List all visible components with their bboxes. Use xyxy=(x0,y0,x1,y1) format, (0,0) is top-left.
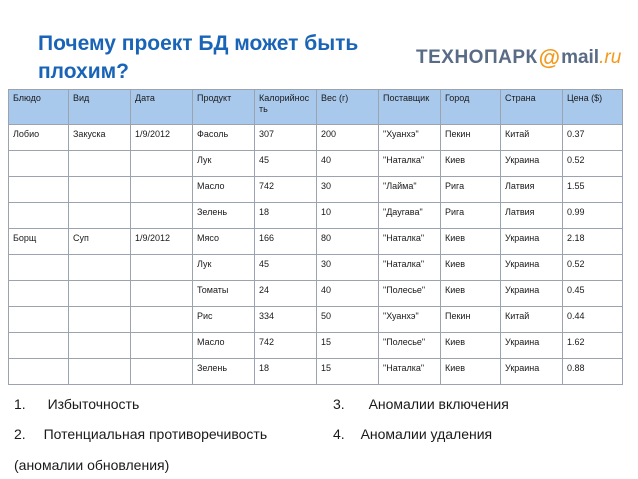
table-cell: Борщ xyxy=(9,229,69,255)
table-cell xyxy=(131,151,193,177)
problem-text: Аномалии удаления xyxy=(360,426,493,442)
table-cell: 15 xyxy=(317,333,379,359)
column-header: Вес (г) xyxy=(317,90,379,125)
problem-number: 3. xyxy=(333,396,345,412)
table-cell: 0.37 xyxy=(563,125,623,151)
table-cell xyxy=(69,177,131,203)
table-row xyxy=(9,125,623,151)
table-row xyxy=(9,359,623,385)
table-cell: Пекин xyxy=(441,125,501,151)
table-cell: 166 xyxy=(255,229,317,255)
table-cell: 1/9/2012 xyxy=(131,125,193,151)
table-cell: Лук xyxy=(193,255,255,281)
table-cell: 0.44 xyxy=(563,307,623,333)
table-cell: Рига xyxy=(441,203,501,229)
table-cell: 742 xyxy=(255,177,317,203)
problem-text: (аномалии обновления) xyxy=(14,457,170,473)
column-header: Калорийнос ть xyxy=(255,90,317,125)
table-cell: Украина xyxy=(501,281,563,307)
slide-title-line1: Почему проект БД может быть xyxy=(38,32,359,55)
table-cell: "Хуанхэ" xyxy=(379,307,441,333)
table-cell xyxy=(131,307,193,333)
table-cell: Киев xyxy=(441,151,501,177)
table-cell: 30 xyxy=(317,255,379,281)
table-cell: Томаты xyxy=(193,281,255,307)
table-row xyxy=(9,229,623,255)
table-cell: "Лайма" xyxy=(379,177,441,203)
table-cell: 307 xyxy=(255,125,317,151)
problem-item-2-continuation xyxy=(14,457,169,473)
column-header: Дата xyxy=(131,90,193,125)
problem-item-3 xyxy=(333,396,509,412)
table-cell xyxy=(131,203,193,229)
table-cell xyxy=(131,333,193,359)
table-cell xyxy=(9,177,69,203)
problem-number: 1. xyxy=(14,396,26,412)
logo-ru-text: .ru xyxy=(599,47,622,68)
table-cell: Пекин xyxy=(441,307,501,333)
logo-at-sign: @ xyxy=(538,45,561,70)
table-cell: 1/9/2012 xyxy=(131,229,193,255)
slide-title-line2: плохим? xyxy=(38,60,130,83)
problem-item-2 xyxy=(14,426,267,442)
table-row xyxy=(9,151,623,177)
table-cell: 80 xyxy=(317,229,379,255)
table-cell: Рис xyxy=(193,307,255,333)
problem-number: 2. xyxy=(14,426,26,442)
table-cell: 2.18 xyxy=(563,229,623,255)
table-cell: 45 xyxy=(255,151,317,177)
table-cell: Зелень xyxy=(193,203,255,229)
table-cell: Киев xyxy=(441,229,501,255)
table-cell: "Наталка" xyxy=(379,229,441,255)
table-cell: 0.52 xyxy=(563,151,623,177)
table-cell xyxy=(69,255,131,281)
table-cell: Зелень xyxy=(193,359,255,385)
table-cell: 24 xyxy=(255,281,317,307)
table-cell: Суп xyxy=(69,229,131,255)
table-cell xyxy=(9,151,69,177)
table-cell: 742 xyxy=(255,333,317,359)
table-cell: 0.88 xyxy=(563,359,623,385)
problem-text: Потенциальная противоречивость xyxy=(43,426,268,442)
table-header-row xyxy=(9,90,623,125)
logo-mail-text: mail xyxy=(561,47,600,68)
table-cell: Украина xyxy=(501,151,563,177)
table-cell: 1.62 xyxy=(563,333,623,359)
table-row xyxy=(9,255,623,281)
table-row xyxy=(9,177,623,203)
table-cell: Латвия xyxy=(501,203,563,229)
table-row xyxy=(9,307,623,333)
table-cell: 1.55 xyxy=(563,177,623,203)
technopark-mail-logo xyxy=(416,44,621,72)
table-cell: 18 xyxy=(255,359,317,385)
table-body xyxy=(9,125,623,385)
table-cell xyxy=(131,255,193,281)
table-cell: "Полесье" xyxy=(379,333,441,359)
table-cell: Закуска xyxy=(69,125,131,151)
column-header: Поставщик xyxy=(379,90,441,125)
table-cell xyxy=(69,359,131,385)
table-cell: 40 xyxy=(317,281,379,307)
table-cell: 10 xyxy=(317,203,379,229)
column-header: Цена ($) xyxy=(563,90,623,125)
table-cell: Масло xyxy=(193,177,255,203)
table-cell xyxy=(69,281,131,307)
table-cell: "Полесье" xyxy=(379,281,441,307)
table-cell: 45 xyxy=(255,255,317,281)
table-cell: "Хуанхэ" xyxy=(379,125,441,151)
problem-item-1 xyxy=(14,396,139,412)
table-cell: Лобио xyxy=(9,125,69,151)
table-row xyxy=(9,203,623,229)
table-cell xyxy=(69,333,131,359)
table-cell: Мясо xyxy=(193,229,255,255)
table-cell: 0.99 xyxy=(563,203,623,229)
table-cell: Киев xyxy=(441,359,501,385)
table-cell: Киев xyxy=(441,333,501,359)
table-cell xyxy=(69,151,131,177)
logo-technopark-text: ТЕХНОПАРК xyxy=(416,47,538,68)
table-cell: Киев xyxy=(441,255,501,281)
table-cell: "Наталка" xyxy=(379,151,441,177)
table-cell: Латвия xyxy=(501,177,563,203)
table-cell xyxy=(9,307,69,333)
table-cell: Фасоль xyxy=(193,125,255,151)
table-cell: Украина xyxy=(501,255,563,281)
problem-item-4 xyxy=(333,426,492,442)
table-cell: 0.52 xyxy=(563,255,623,281)
dishes-table xyxy=(8,89,623,385)
column-header: Город xyxy=(441,90,501,125)
slide-title xyxy=(38,30,438,86)
table-row xyxy=(9,333,623,359)
table-cell: 0.45 xyxy=(563,281,623,307)
column-header: Блюдо xyxy=(9,90,69,125)
column-header: Вид xyxy=(69,90,131,125)
table-cell: "Наталка" xyxy=(379,359,441,385)
table-cell: 15 xyxy=(317,359,379,385)
table-cell: 18 xyxy=(255,203,317,229)
column-header: Продукт xyxy=(193,90,255,125)
table-cell xyxy=(9,333,69,359)
table-row xyxy=(9,281,623,307)
table-cell: Киев xyxy=(441,281,501,307)
table-cell xyxy=(9,203,69,229)
table-cell xyxy=(69,307,131,333)
table-cell xyxy=(9,281,69,307)
table-cell xyxy=(131,281,193,307)
problem-text: Избыточность xyxy=(47,396,140,412)
table-cell: 30 xyxy=(317,177,379,203)
table-cell: Украина xyxy=(501,333,563,359)
table-cell: Китай xyxy=(501,307,563,333)
table-cell: 40 xyxy=(317,151,379,177)
table-cell: Украина xyxy=(501,229,563,255)
table-cell: Украина xyxy=(501,359,563,385)
table-cell: "Даугава" xyxy=(379,203,441,229)
table-cell: 50 xyxy=(317,307,379,333)
table-cell: 200 xyxy=(317,125,379,151)
table-cell xyxy=(131,177,193,203)
problem-number: 4. xyxy=(333,426,345,442)
table-cell: Китай xyxy=(501,125,563,151)
table-cell: Лук xyxy=(193,151,255,177)
column-header: Страна xyxy=(501,90,563,125)
table-cell: "Наталка" xyxy=(379,255,441,281)
table-cell xyxy=(131,359,193,385)
table-cell xyxy=(69,203,131,229)
table-cell: Масло xyxy=(193,333,255,359)
table-cell: 334 xyxy=(255,307,317,333)
table-cell: Рига xyxy=(441,177,501,203)
table-cell xyxy=(9,359,69,385)
table-cell xyxy=(9,255,69,281)
problem-text: Аномалии включения xyxy=(368,396,509,412)
